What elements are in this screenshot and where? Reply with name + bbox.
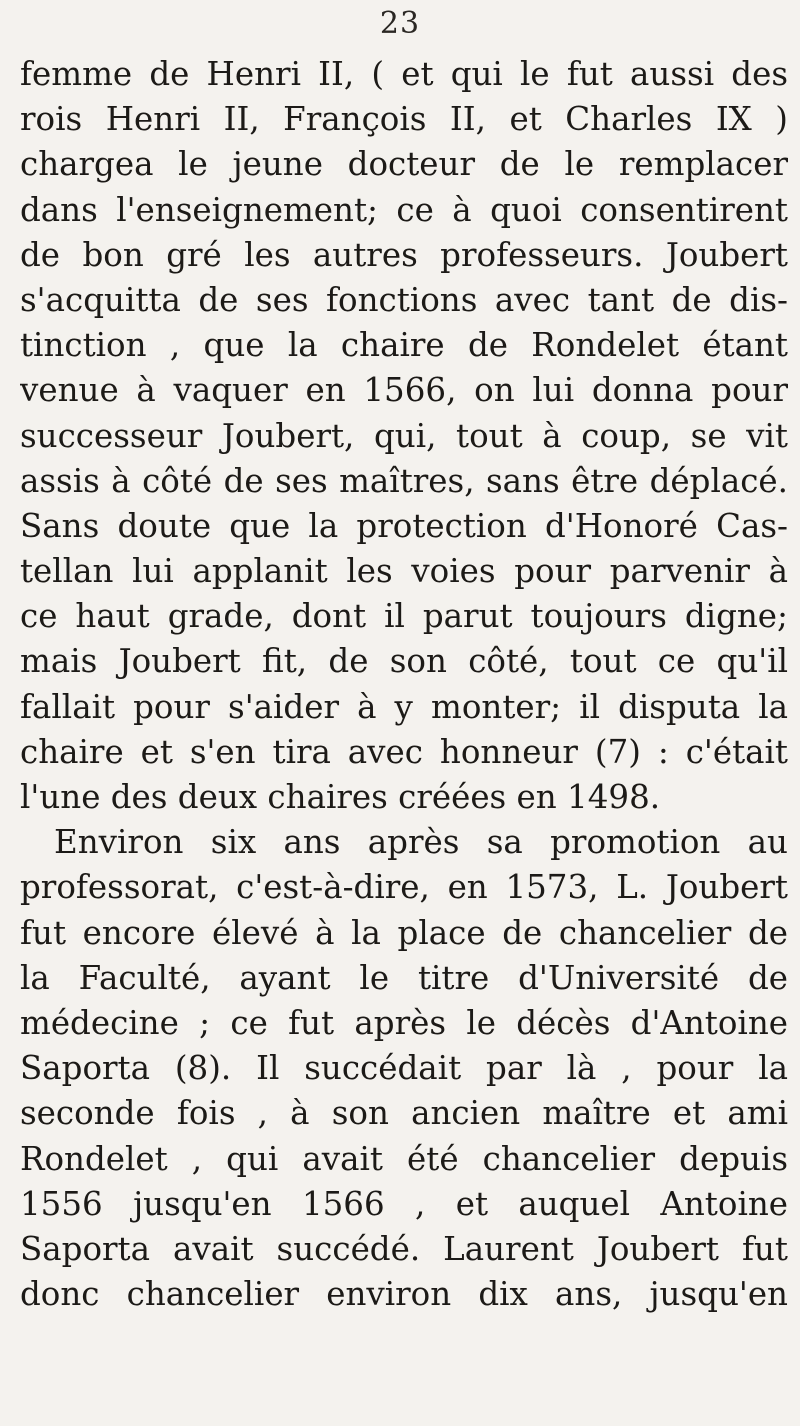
paragraph-last-line: l'une des deux chaires créées en 1498.: [20, 778, 661, 816]
text-line: seconde fois , à son ancien maître et ami: [20, 1094, 788, 1133]
text-line: Saporta (8). Il succédait par là , pour la: [20, 1049, 788, 1088]
text-line: femme de Henri II, ( et qui le fut aussi des: [20, 55, 788, 93]
text-line: s'acquitta de ses fonctions avec tant de dis-: [20, 280, 788, 319]
text-line: dans l'enseignement; ce à quoi consentirent: [20, 190, 788, 229]
text-line: fut encore élevé à la place de chancelier de: [20, 913, 788, 952]
text-line: 1556 jusqu'en 1566 , et auquel Antoine: [20, 1184, 788, 1223]
text-line: chargea le jeune docteur de le remplacer: [20, 145, 788, 184]
text-line: chaire et s'en tira avec honneur (7) : c'était: [20, 732, 788, 771]
text-line: médecine ; ce fut après le décès d'Antoine: [20, 1003, 788, 1042]
text-line: tinction , que la chaire de Rondelet étant: [20, 326, 788, 365]
text-line: ce haut grade, dont il parut toujours digne;: [20, 597, 788, 636]
text-line: Rondelet , qui avait été chancelier depuis: [20, 1139, 788, 1178]
text-line: mais Joubert fit, de son côté, tout ce qu'il: [20, 642, 788, 681]
text-line: professorat, c'est-à-dire, en 1573, L. Joubert: [20, 868, 788, 907]
text-line: assis à côté de ses maîtres, sans être déplacé.: [20, 461, 788, 500]
text-line: la Faculté, ayant le titre d'Université de: [20, 958, 788, 997]
text-line: de bon gré les autres professeurs. Joubert: [20, 235, 788, 274]
text-line: tellan lui applanit les voies pour parvenir à: [20, 552, 788, 591]
text-line: venue à vaquer en 1566, on lui donna pour: [20, 371, 788, 410]
text-line: fallait pour s'aider à y monter; il disputa la: [20, 687, 788, 726]
paragraph-first-line: Environ six ans après sa promotion au: [54, 823, 788, 862]
text-line: rois Henri II, François II, et Charles IX ): [20, 100, 788, 139]
text-line: successeur Joubert, qui, tout à coup, se vit: [20, 416, 788, 455]
body-text: [20, 52, 788, 1317]
text-line: donc chancelier environ dix ans, jusqu'en: [20, 1275, 788, 1314]
page-number: 23: [379, 6, 421, 41]
text-line: Sans doute que la protection d'Honoré Cas-: [20, 506, 788, 545]
text-line: Saporta avait succédé. Laurent Joubert fut: [20, 1229, 788, 1268]
